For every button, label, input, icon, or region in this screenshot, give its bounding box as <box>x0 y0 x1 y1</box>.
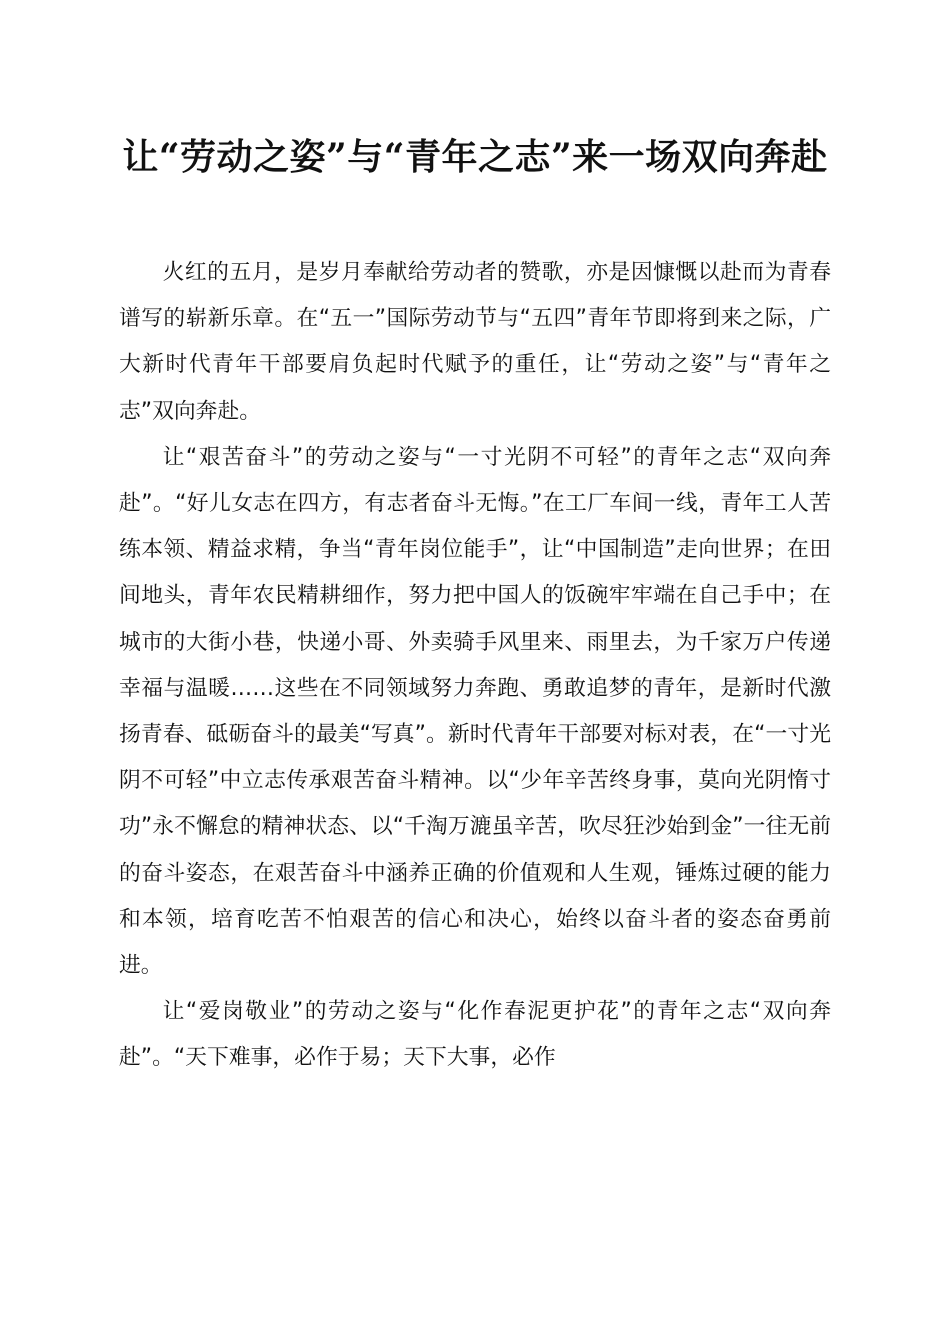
paragraph-intro: 火红的五月，是岁月奉献给劳动者的赞歌，亦是因慷慨以赴而为青春谱写的崭新乐章。在“五一”国际劳动节与“五四”青年节即将到来之际，广大新时代青年干部要肩负起时代赋予的重任，让“劳动之姿”与“青年之志”双向奔赴。 <box>119 260 831 424</box>
document-body <box>119 250 831 1082</box>
paragraph-dedication: 让“爱岗敬业”的劳动之姿与“化作春泥更护花”的青年之志“双向奔赴”。“天下难事，必作于易；天下大事，必作 <box>119 999 831 1071</box>
document-title: 让“劳动之姿”与“青年之志”来一场双向奔赴 <box>122 136 828 178</box>
paragraph-hard-work: 让“艰苦奋斗”的劳动之姿与“一寸光阴不可轻”的青年之志“双向奔赴”。“好儿女志在四方，有志者奋斗无悔。”在工厂车间一线，青年工人苦练本领、精益求精，争当“青年岗位能手”，让“中国制造”走向世界；在田间地头，青年农民精耕细作，努力把中国人的饭碗牢牢端在自己手中；在城市的大街小巷，快递小哥、外卖骑手风里来、雨里去，为千家万户传递幸福与温暖……这些在不同领域努力奔跑、勇敢追梦的青年，是新时代激扬青春、砥砺奋斗的最美“写真”。新时代青年干部要对标对表，在“一寸光阴不可轻”中立志传承艰苦奋斗精神。以“少年辛苦终身事，莫向光阴惰寸功”永不懈怠的精神状态、以“千淘万漉虽辛苦，吹尽狂沙始到金”一往无前的奋斗姿态，在艰苦奋斗中涵养正确的价值观和人生观，锤炼过硬的能力和本领，培育吃苦不怕艰苦的信心和决心，始终以奋斗者的姿态奋勇前进。 <box>119 444 831 979</box>
